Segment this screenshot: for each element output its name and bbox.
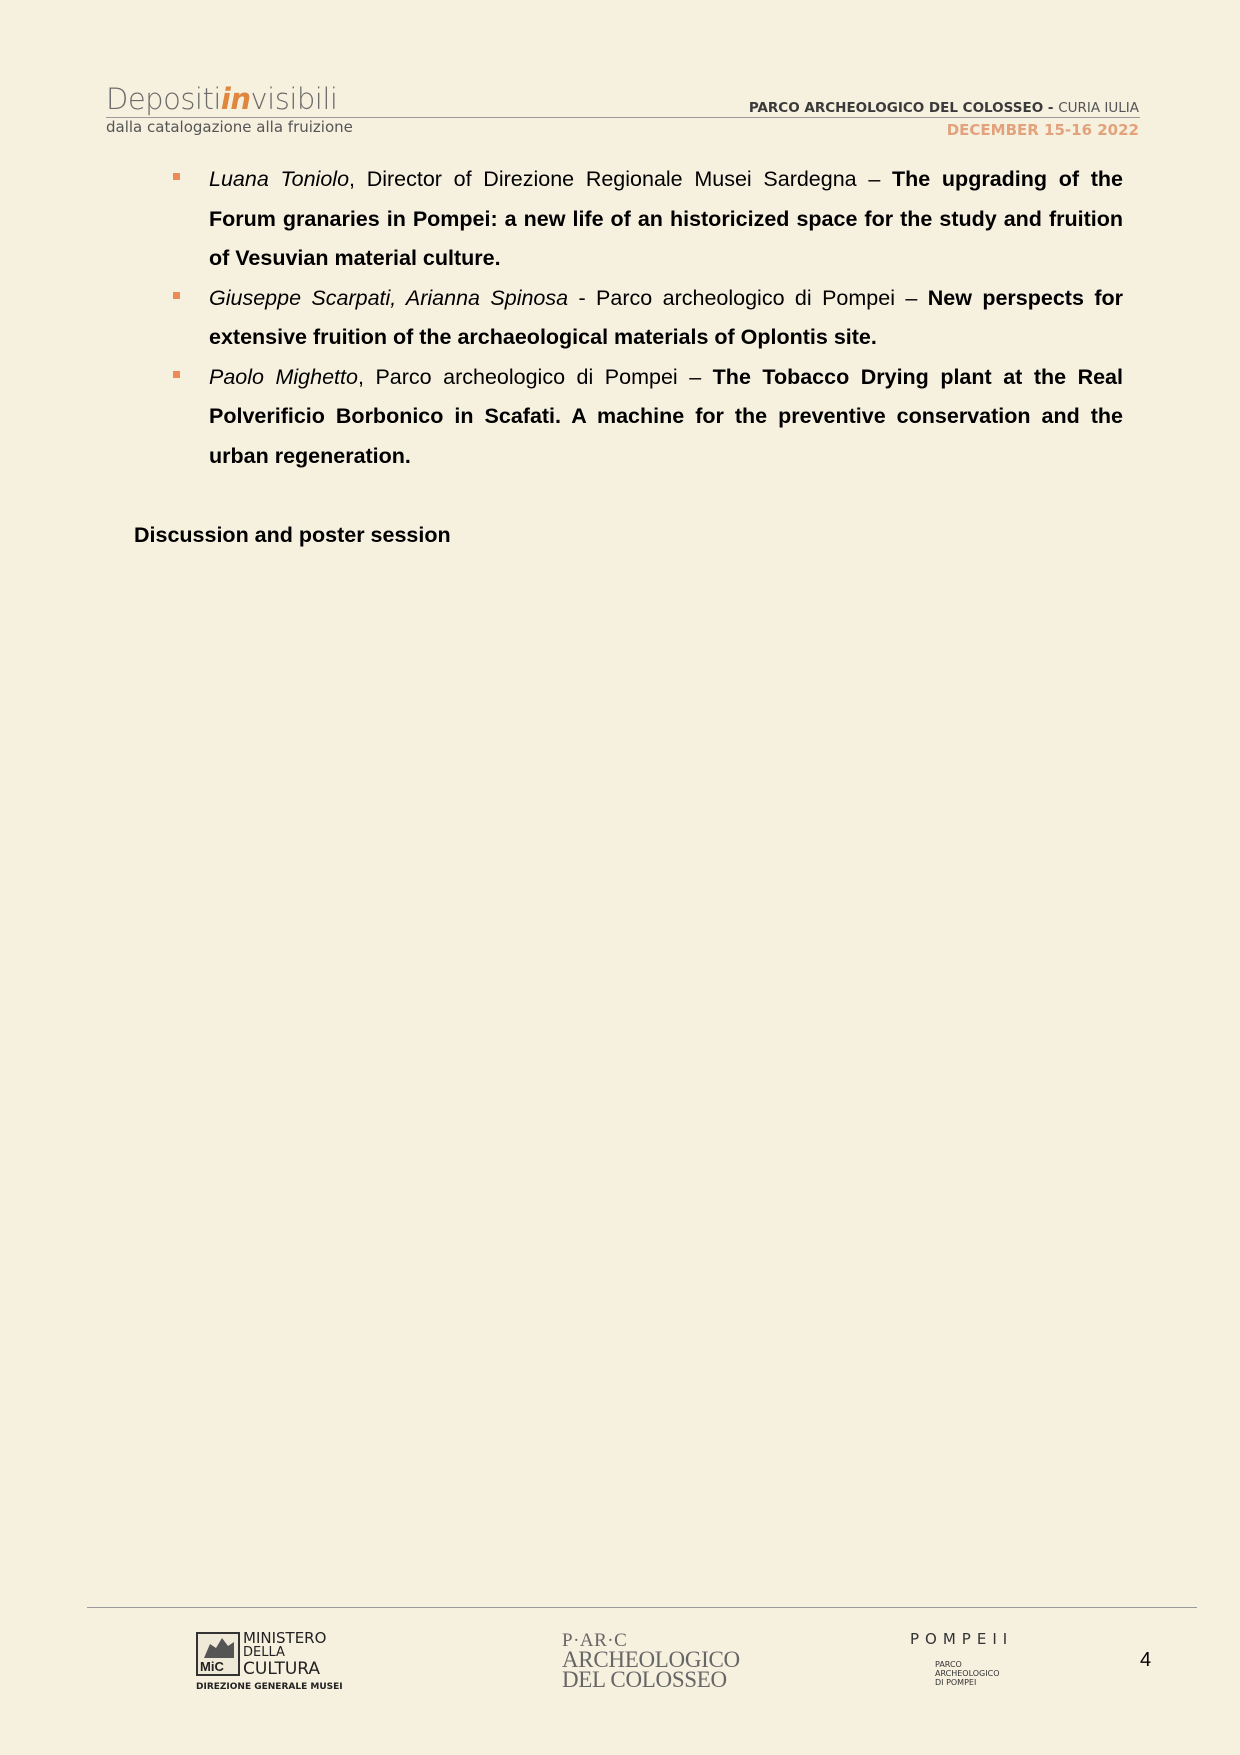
pompeii-subtitle [935, 1660, 1013, 1687]
pompeii-logo [910, 1628, 1013, 1687]
page-number: 4 [1140, 1649, 1152, 1671]
list-item [209, 160, 1123, 279]
bullet-icon [173, 292, 180, 299]
parco-line-2: ARCHEOLOGICO [562, 1647, 740, 1672]
event-date: DECEMBER 15-16 2022 [946, 121, 1139, 139]
event-venue [749, 100, 1139, 117]
bullet-icon [173, 371, 180, 378]
list-item [209, 279, 1123, 358]
pompeii-sub-2: ARCHEOLOGICO [935, 1669, 1000, 1678]
footer-divider [87, 1607, 1197, 1608]
event-title-suffix: visibili [250, 82, 338, 116]
mic-line-2: DELLA [243, 1645, 285, 1660]
talk-affiliation: - Parco archeologico di Pompei – [568, 285, 928, 310]
list-item [209, 358, 1123, 477]
event-subtitle: dalla catalogazione alla fruizione [106, 118, 353, 136]
mic-subtitle: DIREZIONE GENERALE MUSEI [196, 1682, 343, 1692]
talk-affiliation: , Parco archeologico di Pompei – [357, 364, 713, 389]
talk-list [0, 160, 1123, 476]
talk-author: Luana Toniolo [209, 167, 350, 191]
pompeii-sub-1: PARCO [935, 1660, 962, 1669]
talk-author: Giuseppe Scarpati, Arianna Spinosa [209, 285, 569, 310]
event-logo [106, 82, 353, 136]
event-venue-block [749, 100, 1139, 140]
event-title-accent: in [220, 82, 251, 116]
mic-wordmark [243, 1630, 326, 1678]
talk-affiliation: , Director of Direzione Regionale Musei Sardegna – [349, 167, 892, 191]
parco-colosseo-logo [562, 1632, 740, 1690]
mic-line-1: MINISTERO [243, 1629, 327, 1647]
mic-logo [196, 1630, 342, 1696]
mic-emblem-icon [196, 1632, 240, 1676]
bullet-icon [173, 173, 180, 180]
parco-line-1: P·AR·C [562, 1630, 628, 1651]
section-heading: Discussion and poster session [134, 523, 451, 547]
venue-main: PARCO ARCHEOLOGICO DEL COLOSSEO [748, 100, 1044, 116]
mic-line-3: CULTURA [243, 1659, 321, 1679]
mic-box-letters: MiC [200, 1659, 224, 1674]
talk-title: The Tobacco Drying plant at the Real Polverificio Borbonico in Scafati. A machine for the preventive conservation and the urban regeneration. [209, 364, 1123, 468]
pompeii-sub-3: DI POMPEI [935, 1678, 977, 1687]
parco-line-3: DEL COLOSSEO [562, 1667, 727, 1692]
talk-title: The upgrading of the Forum granaries in Pompei: a new life of an historicized space for the study and fruition of Vesuvian material culture. [209, 167, 1123, 270]
talk-author: Paolo Mighetto [209, 364, 358, 389]
venue-room: CURIA IULIA [1058, 100, 1139, 116]
event-title-prefix: Depositi [106, 82, 221, 116]
event-title [106, 82, 353, 116]
venue-separator: - [1043, 100, 1059, 116]
talk-title: New perspects for extensive fruition of the archaeological materials of Oplontis site. [209, 285, 1123, 349]
pompeii-wordmark: POMPEII [910, 1630, 1014, 1648]
